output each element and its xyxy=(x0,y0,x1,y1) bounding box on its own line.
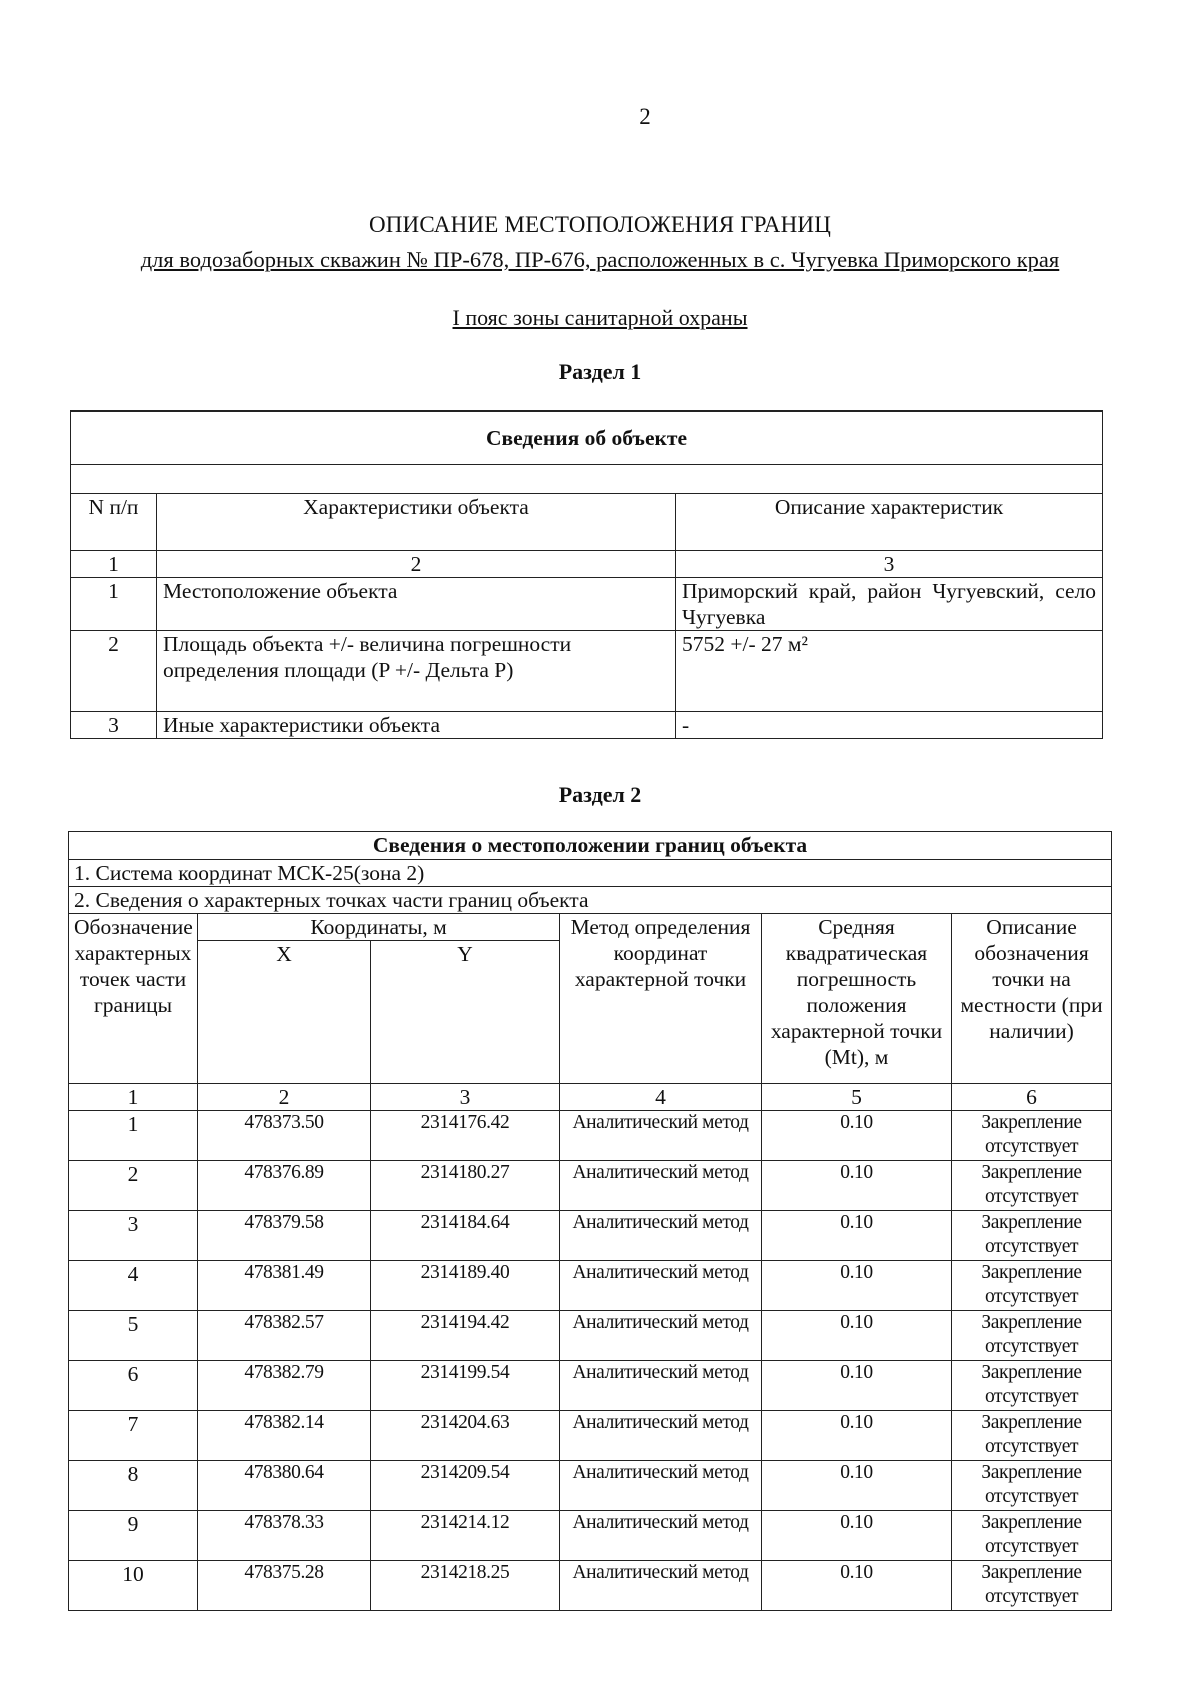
point-method: Аналитический метод xyxy=(560,1161,762,1211)
description-cell: 5752 +/- 27 м² xyxy=(676,631,1103,712)
point-id: 4 xyxy=(69,1261,198,1311)
point-description: Закрепление отсутствует xyxy=(952,1561,1112,1611)
point-x: 478375.28 xyxy=(198,1561,371,1611)
point-mt: 0.10 xyxy=(762,1511,952,1561)
point-description: Закрепление отсутствует xyxy=(952,1511,1112,1561)
table-row xyxy=(69,1311,1112,1361)
table-row xyxy=(69,1161,1112,1211)
point-description: Закрепление отсутствует xyxy=(952,1261,1112,1311)
point-id: 1 xyxy=(69,1111,198,1161)
point-description: Закрепление отсутствует xyxy=(952,1311,1112,1361)
point-x: 478378.33 xyxy=(198,1511,371,1561)
point-description: Закрепление отсутствует xyxy=(952,1411,1112,1461)
col-number: 4 xyxy=(560,1084,762,1111)
point-x: 478382.57 xyxy=(198,1311,371,1361)
col-number: 6 xyxy=(952,1084,1112,1111)
point-description: Закрепление отсутствует xyxy=(952,1111,1112,1161)
document-subtitle: для водозаборных скважин № ПР-678, ПР-676, расположенных в с. Чугуевка Приморского края xyxy=(140,247,1060,272)
table-row xyxy=(69,1211,1112,1261)
point-method: Аналитический метод xyxy=(560,1111,762,1161)
point-x: 478379.58 xyxy=(198,1211,371,1261)
point-id: 6 xyxy=(69,1361,198,1411)
point-mt: 0.10 xyxy=(762,1261,952,1311)
point-y: 2314176.42 xyxy=(371,1111,560,1161)
col-header-n: N п/п xyxy=(71,494,157,551)
point-method: Аналитический метод xyxy=(560,1511,762,1561)
description-cell: Приморский край, район Чугуевский, село Чугуевка xyxy=(676,578,1103,631)
point-method: Аналитический метод xyxy=(560,1461,762,1511)
blank-row xyxy=(71,465,1103,494)
point-id: 5 xyxy=(69,1311,198,1361)
object-info-caption: Сведения об объекте xyxy=(71,411,1103,465)
coord-system: 1. Система координат МСК-25(зона 2) xyxy=(69,860,1112,887)
col-header-error: Средняя квадратическая погрешность положения характерной точки (Mt), м xyxy=(762,914,952,1084)
point-id: 2 xyxy=(69,1161,198,1211)
point-mt: 0.10 xyxy=(762,1461,952,1511)
col-header-x: X xyxy=(198,941,371,1084)
point-x: 478376.89 xyxy=(198,1161,371,1211)
document-title: ОПИСАНИЕ МЕСТОПОЛОЖЕНИЯ ГРАНИЦ xyxy=(368,212,832,237)
point-x: 478382.14 xyxy=(198,1411,371,1461)
col-number: 5 xyxy=(762,1084,952,1111)
point-y: 2314218.25 xyxy=(371,1561,560,1611)
point-method: Аналитический метод xyxy=(560,1411,762,1461)
page-number: 2 xyxy=(639,104,651,129)
col-header-designation: Обозначение характерных точек части границы xyxy=(69,914,198,1084)
point-mt: 0.10 xyxy=(762,1311,952,1361)
point-mt: 0.10 xyxy=(762,1211,952,1261)
point-y: 2314209.54 xyxy=(371,1461,560,1511)
point-id: 3 xyxy=(69,1211,198,1261)
col-header-coordinates: Координаты, м xyxy=(198,914,560,941)
characteristic-cell: Местоположение объекта xyxy=(157,578,676,631)
point-x: 478382.79 xyxy=(198,1361,371,1411)
boundary-caption: Сведения о местоположении границ объекта xyxy=(69,832,1112,860)
col-number: 1 xyxy=(71,551,157,578)
point-y: 2314194.42 xyxy=(371,1311,560,1361)
col-header-point-description: Описание обозначения точки на местности (при наличии) xyxy=(952,914,1112,1084)
col-number: 2 xyxy=(157,551,676,578)
point-y: 2314199.54 xyxy=(371,1361,560,1411)
point-id: 10 xyxy=(69,1561,198,1611)
col-number: 3 xyxy=(676,551,1103,578)
point-x: 478373.50 xyxy=(198,1111,371,1161)
point-id: 9 xyxy=(69,1511,198,1561)
point-method: Аналитический метод xyxy=(560,1311,762,1361)
col-header-y: Y xyxy=(371,941,560,1084)
boundary-points-table xyxy=(68,831,1112,1611)
point-mt: 0.10 xyxy=(762,1411,952,1461)
table-row xyxy=(69,1511,1112,1561)
table-row xyxy=(69,1461,1112,1511)
table-row xyxy=(69,1111,1112,1161)
point-y: 2314184.64 xyxy=(371,1211,560,1261)
table-row xyxy=(69,1561,1112,1611)
point-mt: 0.10 xyxy=(762,1561,952,1611)
point-mt: 0.10 xyxy=(762,1161,952,1211)
object-info-table xyxy=(70,410,1103,739)
zone-heading: I пояс зоны санитарной охраны xyxy=(452,305,748,330)
point-y: 2314214.12 xyxy=(371,1511,560,1561)
point-y: 2314180.27 xyxy=(371,1161,560,1211)
point-y: 2314189.40 xyxy=(371,1261,560,1311)
table-row xyxy=(69,1361,1112,1411)
point-x: 478381.49 xyxy=(198,1261,371,1311)
point-description: Закрепление отсутствует xyxy=(952,1361,1112,1411)
col-number: 3 xyxy=(371,1084,560,1111)
points-body xyxy=(69,1111,1112,1611)
point-y: 2314204.63 xyxy=(371,1411,560,1461)
point-description: Закрепление отсутствует xyxy=(952,1211,1112,1261)
row-number: 3 xyxy=(71,712,157,739)
point-mt: 0.10 xyxy=(762,1361,952,1411)
characteristic-cell: Площадь объекта +/- величина погрешности определения площади (P +/- Дельта P) xyxy=(157,631,676,712)
table-row xyxy=(69,1261,1112,1311)
point-id: 8 xyxy=(69,1461,198,1511)
point-id: 7 xyxy=(69,1411,198,1461)
points-caption: 2. Сведения о характерных точках части границ объекта xyxy=(69,887,1112,914)
col-header-characteristic: Характеристики объекта xyxy=(157,494,676,551)
col-number: 2 xyxy=(198,1084,371,1111)
characteristic-cell: Иные характеристики объекта xyxy=(157,712,676,739)
section2-heading: Раздел 2 xyxy=(558,782,642,807)
col-number: 1 xyxy=(69,1084,198,1111)
point-mt: 0.10 xyxy=(762,1111,952,1161)
row-number: 2 xyxy=(71,631,157,712)
point-x: 478380.64 xyxy=(198,1461,371,1511)
point-method: Аналитический метод xyxy=(560,1211,762,1261)
point-method: Аналитический метод xyxy=(560,1261,762,1311)
table-row xyxy=(69,1411,1112,1461)
point-description: Закрепление отсутствует xyxy=(952,1461,1112,1511)
row-number: 1 xyxy=(71,578,157,631)
description-cell: - xyxy=(676,712,1103,739)
col-header-method: Метод определения координат характерной точки xyxy=(560,914,762,1084)
point-method: Аналитический метод xyxy=(560,1561,762,1611)
point-description: Закрепление отсутствует xyxy=(952,1161,1112,1211)
point-method: Аналитический метод xyxy=(560,1361,762,1411)
section1-heading: Раздел 1 xyxy=(558,359,642,384)
col-header-description: Описание характеристик xyxy=(676,494,1103,551)
